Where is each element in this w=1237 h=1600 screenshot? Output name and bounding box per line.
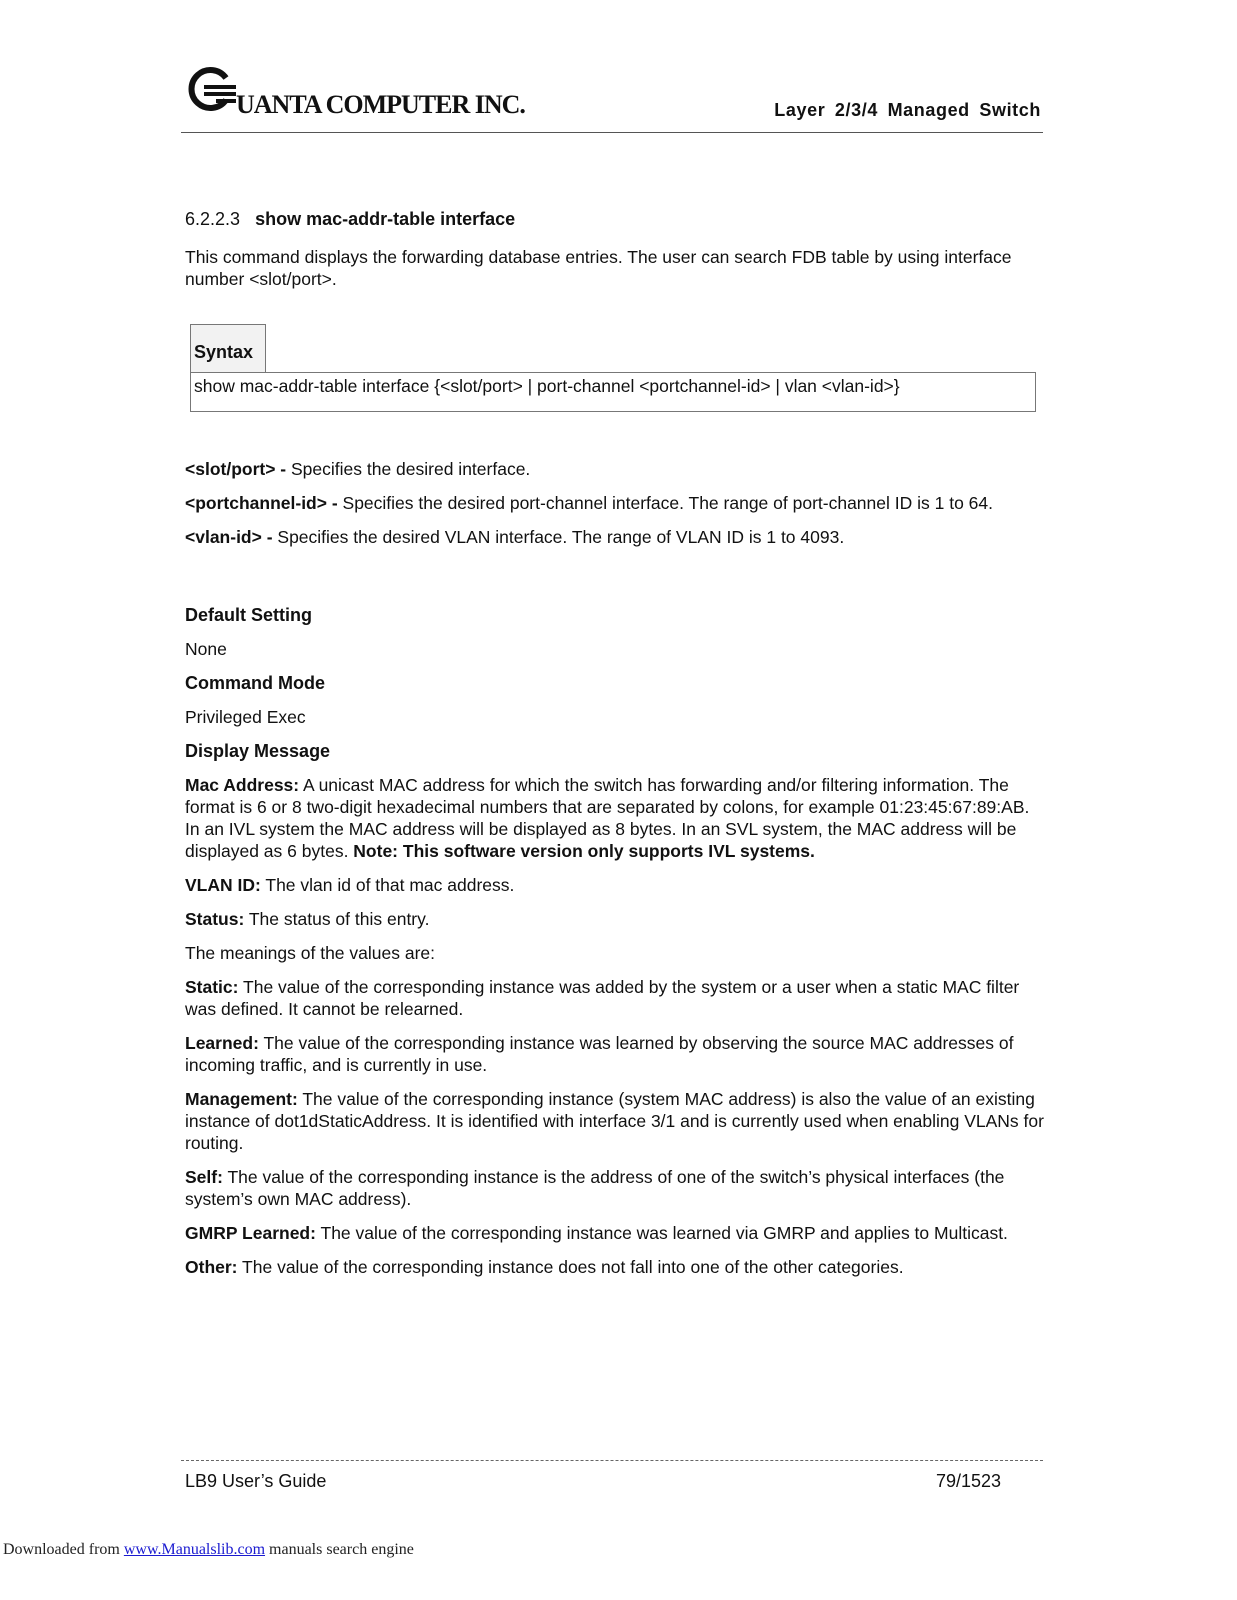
status-term: Management:	[185, 1089, 298, 1109]
section-heading	[185, 208, 1045, 230]
syntax-table	[190, 324, 1036, 412]
logo-text: UANTA COMPUTER INC.	[236, 90, 525, 119]
status-term: Learned:	[185, 1033, 259, 1053]
param-term: <vlan-id> -	[185, 527, 273, 547]
field-status	[185, 908, 1045, 930]
default-setting-value: None	[185, 639, 227, 659]
section-intro: This command displays the forwarding database entries. The user can search FDB table by using interface number <slot/port>.	[185, 247, 1012, 289]
field-mac-address	[185, 774, 1045, 862]
status-term: Other:	[185, 1257, 238, 1277]
status-desc: The value of the corresponding instance was learned by observing the source MAC addresses of incoming traffic, and is currently in use.	[185, 1033, 1014, 1075]
footer-guide-name: LB9 User’s Guide	[185, 1471, 327, 1491]
field-vlan-id	[185, 874, 1045, 896]
footer-divider	[181, 1460, 1043, 1461]
field-note: Note: This software version only supports IVL systems.	[353, 841, 815, 861]
syntax-command: show mac-addr-table interface {<slot/port> | port-channel <portchannel-id> | vlan <vlan-id>}	[190, 372, 1036, 412]
default-setting-heading: Default Setting	[185, 605, 313, 625]
status-term: Static:	[185, 977, 239, 997]
field-desc: The vlan id of that mac address.	[260, 875, 515, 895]
company-logo	[186, 64, 566, 120]
param-desc: Specifies the desired VLAN interface. The range of VLAN ID is 1 to 4093.	[272, 527, 845, 547]
param-term: <slot/port> -	[185, 459, 287, 479]
param-vlan-id	[185, 526, 1045, 548]
section-title: show mac-addr-table interface	[255, 209, 516, 229]
param-desc: Specifies the desired port-channel interface. The range of port-channel ID is 1 to 64.	[337, 493, 993, 513]
header-divider	[181, 132, 1043, 133]
param-term: <portchannel-id> -	[185, 493, 338, 513]
document-body	[185, 208, 1045, 1278]
param-slot-port	[185, 458, 1045, 480]
footer-page-number: 79/1523	[936, 1471, 1002, 1491]
status-value-static	[185, 976, 1045, 1020]
status-desc: The value of the corresponding instance was learned via GMRP and applies to Multicast.	[315, 1223, 1008, 1243]
section-number: 6.2.2.3	[185, 209, 241, 229]
quanta-q-logo-icon	[186, 64, 236, 114]
header-product-title: Layer 2/3/4 Managed Switch	[774, 100, 1041, 120]
download-prefix: Downloaded from	[3, 1541, 124, 1558]
status-term: GMRP Learned:	[185, 1223, 316, 1243]
field-term: Status:	[185, 909, 245, 929]
status-desc: The value of the corresponding instance (system MAC address) is also the value of an existing instance of dot1dStaticAddress. It is identified with interface 3/1 and is currently used when enabling VLANs for routing.	[185, 1089, 1044, 1153]
status-meanings-intro: The meanings of the values are:	[185, 943, 436, 963]
field-term: VLAN ID:	[185, 875, 261, 895]
param-desc: Specifies the desired interface.	[286, 459, 531, 479]
command-mode-heading: Command Mode	[185, 673, 326, 693]
manualslib-link[interactable]: www.Manualslib.com	[123, 1541, 266, 1558]
field-term: Mac Address:	[185, 775, 300, 795]
status-value-learned	[185, 1032, 1045, 1076]
download-attribution	[3, 1541, 414, 1559]
syntax-label: Syntax	[190, 324, 266, 372]
status-value-management	[185, 1088, 1045, 1154]
status-desc: The value of the corresponding instance does not fall into one of the other categories.	[237, 1257, 904, 1277]
status-value-gmrp-learned	[185, 1222, 1045, 1244]
param-portchannel-id	[185, 492, 1045, 514]
display-message-heading: Display Message	[185, 741, 331, 761]
field-desc: A unicast MAC address for which the switch has forwarding and/or filtering information. The format is 6 or 8 two-digit hexadecimal numbers that are separated by colons, for example 01:23:45:67:89:AB. In an IVL system the MAC address will be displayed as 8 bytes. In an SVL system, the MAC address will be displayed as 6 bytes.	[185, 775, 1030, 861]
download-suffix: manuals search engine	[265, 1541, 414, 1558]
status-value-self	[185, 1166, 1045, 1210]
status-value-other	[185, 1256, 1045, 1278]
command-mode-value: Privileged Exec	[185, 707, 306, 727]
status-desc: The value of the corresponding instance was added by the system or a user when a static MAC filter was defined. It cannot be relearned.	[185, 977, 1020, 1019]
field-desc: The status of this entry.	[244, 909, 430, 929]
status-term: Self:	[185, 1167, 223, 1187]
status-desc: The value of the corresponding instance is the address of one of the switch’s physical interfaces (the system’s own MAC address).	[185, 1167, 1005, 1209]
